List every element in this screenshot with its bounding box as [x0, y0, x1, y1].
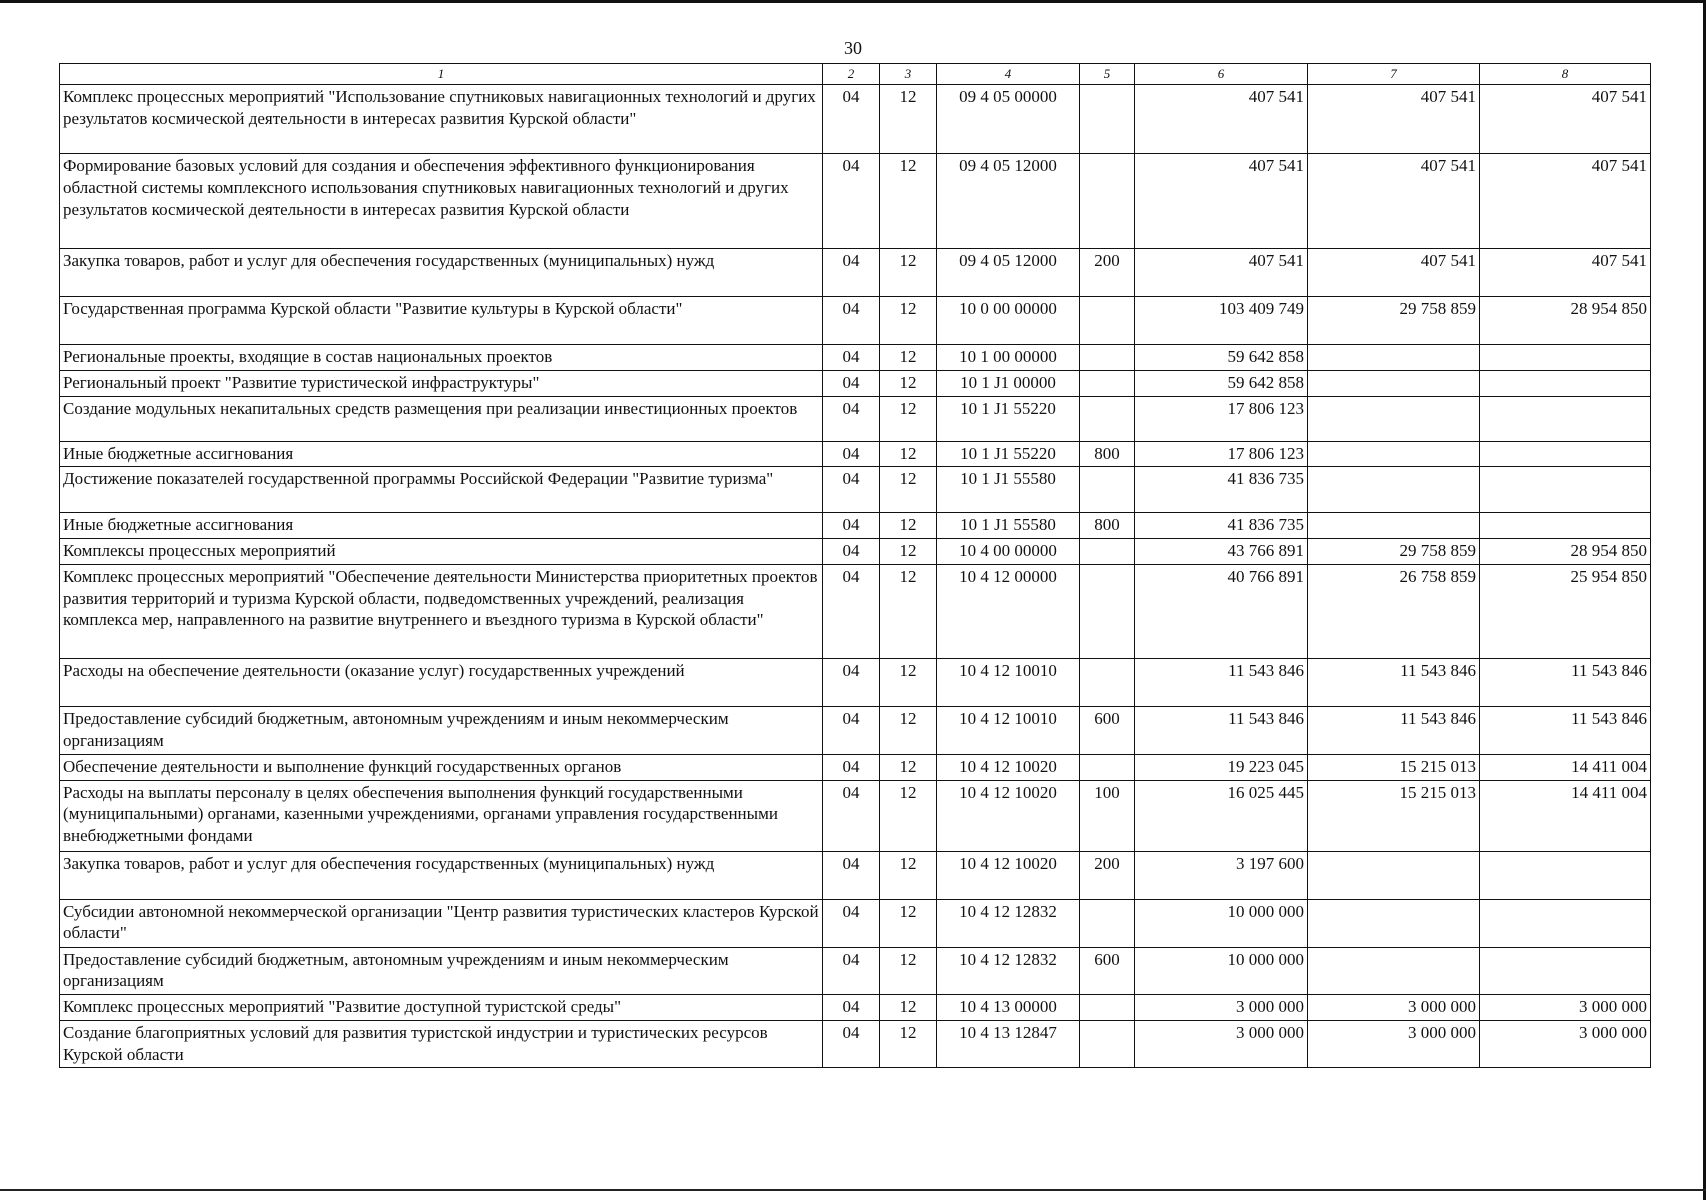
row-subsection: 12: [880, 851, 937, 899]
column-header-6: 6: [1135, 64, 1308, 85]
page-number-text: 30: [844, 38, 862, 58]
row-subsection: 12: [880, 899, 937, 947]
row-sum-col7: 3 000 000: [1308, 995, 1480, 1021]
row-sum-col8: 14 411 004: [1480, 754, 1651, 780]
row-name: Региональный проект "Развитие туристической инфраструктуры": [60, 370, 823, 396]
row-sum-col6: 59 642 858: [1135, 345, 1308, 371]
row-sum-col8: [1480, 370, 1651, 396]
row-expense-type: 200: [1080, 249, 1135, 297]
row-sum-col8: 407 541: [1480, 154, 1651, 249]
row-name: Расходы на обеспечение деятельности (оказание услуг) государственных учреждений: [60, 658, 823, 706]
row-name: Региональные проекты, входящие в состав национальных проектов: [60, 345, 823, 371]
row-expense-type: [1080, 539, 1135, 565]
row-sum-col8: 11 543 846: [1480, 658, 1651, 706]
row-expense-type: 600: [1080, 947, 1135, 995]
column-header-7: 7: [1308, 64, 1480, 85]
row-sum-col6: 10 000 000: [1135, 899, 1308, 947]
row-expense-type: [1080, 658, 1135, 706]
row-subsection: 12: [880, 441, 937, 467]
row-expense-type: [1080, 467, 1135, 513]
table-row: [60, 85, 1651, 154]
row-sum-col7: [1308, 851, 1480, 899]
row-section: 04: [823, 947, 880, 995]
row-expense-type: [1080, 154, 1135, 249]
row-sum-col6: 3 000 000: [1135, 995, 1308, 1021]
row-subsection: 12: [880, 706, 937, 754]
row-sum-col7: 15 215 013: [1308, 780, 1480, 851]
column-number-row: [60, 64, 1651, 85]
row-sum-col8: 407 541: [1480, 249, 1651, 297]
row-sum-col7: [1308, 467, 1480, 513]
table-row: [60, 345, 1651, 371]
row-sum-col6: 43 766 891: [1135, 539, 1308, 565]
column-header-2: 2: [823, 64, 880, 85]
row-sum-col6: 17 806 123: [1135, 441, 1308, 467]
row-name: Создание благоприятных условий для развития туристской индустрии и туристических ресурсов Курской области: [60, 1020, 823, 1068]
row-target-article: 09 4 05 00000: [937, 85, 1080, 154]
row-target-article: 10 0 00 00000: [937, 297, 1080, 345]
row-expense-type: 600: [1080, 706, 1135, 754]
row-target-article: 10 1 J1 55580: [937, 513, 1080, 539]
row-sum-col7: [1308, 396, 1480, 441]
row-section: 04: [823, 467, 880, 513]
row-section: 04: [823, 370, 880, 396]
row-sum-col6: 3 197 600: [1135, 851, 1308, 899]
table-row: [60, 1020, 1651, 1068]
row-name: Обеспечение деятельности и выполнение функций государственных органов: [60, 754, 823, 780]
row-subsection: 12: [880, 85, 937, 154]
budget-table-body: [60, 64, 1651, 1068]
row-sum-col6: 41 836 735: [1135, 467, 1308, 513]
row-section: 04: [823, 297, 880, 345]
row-section: 04: [823, 658, 880, 706]
row-sum-col6: 407 541: [1135, 154, 1308, 249]
row-sum-col6: 16 025 445: [1135, 780, 1308, 851]
row-expense-type: 100: [1080, 780, 1135, 851]
row-target-article: 10 4 13 00000: [937, 995, 1080, 1021]
row-sum-col7: 407 541: [1308, 249, 1480, 297]
column-header-4: 4: [937, 64, 1080, 85]
row-sum-col8: [1480, 947, 1651, 995]
row-sum-col6: 10 000 000: [1135, 947, 1308, 995]
row-sum-col7: [1308, 441, 1480, 467]
table-row: [60, 706, 1651, 754]
row-section: 04: [823, 995, 880, 1021]
row-sum-col7: [1308, 947, 1480, 995]
row-sum-col6: 407 541: [1135, 85, 1308, 154]
row-target-article: 10 4 12 10020: [937, 780, 1080, 851]
row-expense-type: 800: [1080, 513, 1135, 539]
row-subsection: 12: [880, 947, 937, 995]
row-name: Комплекс процессных мероприятий "Развитие доступной туристской среды": [60, 995, 823, 1021]
row-target-article: 10 4 12 12832: [937, 947, 1080, 995]
table-row: [60, 467, 1651, 513]
row-section: 04: [823, 85, 880, 154]
row-sum-col7: 3 000 000: [1308, 1020, 1480, 1068]
row-sum-col8: 14 411 004: [1480, 780, 1651, 851]
table-row: [60, 658, 1651, 706]
row-name: Достижение показателей государственной программы Российской Федерации "Развитие туризма": [60, 467, 823, 513]
table-row: [60, 754, 1651, 780]
row-expense-type: 200: [1080, 851, 1135, 899]
row-target-article: 10 4 13 12847: [937, 1020, 1080, 1068]
table-row: [60, 947, 1651, 995]
row-sum-col7: 407 541: [1308, 154, 1480, 249]
row-section: 04: [823, 1020, 880, 1068]
column-header-8: 8: [1480, 64, 1651, 85]
row-subsection: 12: [880, 995, 937, 1021]
row-expense-type: [1080, 85, 1135, 154]
budget-table: [59, 63, 1651, 1068]
row-sum-col6: 41 836 735: [1135, 513, 1308, 539]
row-target-article: 10 4 12 12832: [937, 899, 1080, 947]
row-sum-col7: [1308, 513, 1480, 539]
row-sum-col6: 3 000 000: [1135, 1020, 1308, 1068]
row-subsection: 12: [880, 370, 937, 396]
row-sum-col8: [1480, 899, 1651, 947]
row-sum-col7: [1308, 899, 1480, 947]
row-section: 04: [823, 249, 880, 297]
row-sum-col8: [1480, 851, 1651, 899]
row-target-article: 10 1 J1 00000: [937, 370, 1080, 396]
row-target-article: 10 4 12 10020: [937, 851, 1080, 899]
row-expense-type: [1080, 297, 1135, 345]
row-subsection: 12: [880, 154, 937, 249]
row-sum-col8: 28 954 850: [1480, 297, 1651, 345]
table-row: [60, 154, 1651, 249]
row-sum-col7: 26 758 859: [1308, 564, 1480, 658]
row-section: 04: [823, 345, 880, 371]
row-subsection: 12: [880, 780, 937, 851]
page-number: [0, 38, 1706, 59]
row-target-article: 10 4 12 10010: [937, 706, 1080, 754]
row-name: Государственная программа Курской области "Развитие культуры в Курской области": [60, 297, 823, 345]
row-sum-col8: [1480, 513, 1651, 539]
row-expense-type: [1080, 396, 1135, 441]
row-section: 04: [823, 513, 880, 539]
row-target-article: 09 4 05 12000: [937, 249, 1080, 297]
row-section: 04: [823, 754, 880, 780]
row-subsection: 12: [880, 297, 937, 345]
column-header-1: 1: [60, 64, 823, 85]
row-name: Создание модульных некапитальных средств размещения при реализации инвестиционных проектов: [60, 396, 823, 441]
row-name: Комплексы процессных мероприятий: [60, 539, 823, 565]
row-name: Комплекс процессных мероприятий "Обеспечение деятельности Министерства приоритетных проектов развития территорий и туризма Курской области, подведомственных учреждений, реализация комплекса мер, направленного на развитие внутреннего и въездного туризма в Курской области": [60, 564, 823, 658]
row-expense-type: [1080, 1020, 1135, 1068]
row-subsection: 12: [880, 564, 937, 658]
row-sum-col8: [1480, 467, 1651, 513]
row-subsection: 12: [880, 467, 937, 513]
column-header-3: 3: [880, 64, 937, 85]
table-row: [60, 297, 1651, 345]
row-sum-col8: 28 954 850: [1480, 539, 1651, 565]
row-sum-col8: 3 000 000: [1480, 1020, 1651, 1068]
table-row: [60, 851, 1651, 899]
row-section: 04: [823, 539, 880, 565]
row-subsection: 12: [880, 754, 937, 780]
row-sum-col7: 15 215 013: [1308, 754, 1480, 780]
row-sum-col7: 29 758 859: [1308, 297, 1480, 345]
row-subsection: 12: [880, 658, 937, 706]
table-row: [60, 396, 1651, 441]
row-sum-col6: 40 766 891: [1135, 564, 1308, 658]
table-row: [60, 249, 1651, 297]
page-top-border: [0, 0, 1706, 3]
row-name: Закупка товаров, работ и услуг для обеспечения государственных (муниципальных) нужд: [60, 851, 823, 899]
row-target-article: 10 1 J1 55220: [937, 396, 1080, 441]
row-section: 04: [823, 154, 880, 249]
table-row: [60, 995, 1651, 1021]
row-sum-col7: 11 543 846: [1308, 706, 1480, 754]
row-sum-col6: 17 806 123: [1135, 396, 1308, 441]
row-target-article: 10 1 00 00000: [937, 345, 1080, 371]
row-subsection: 12: [880, 539, 937, 565]
row-name: Расходы на выплаты персоналу в целях обеспечения выполнения функций государственными (муниципальными) органами, казенными учреждениями, органами управления государственными внебюджетными фондами: [60, 780, 823, 851]
row-subsection: 12: [880, 249, 937, 297]
row-sum-col8: 407 541: [1480, 85, 1651, 154]
row-sum-col6: 407 541: [1135, 249, 1308, 297]
row-sum-col6: 19 223 045: [1135, 754, 1308, 780]
row-name: Комплекс процессных мероприятий "Использование спутниковых навигационных технологий и других результатов космической деятельности в интересах развития Курской области": [60, 85, 823, 154]
row-sum-col8: [1480, 441, 1651, 467]
row-sum-col8: 11 543 846: [1480, 706, 1651, 754]
row-subsection: 12: [880, 513, 937, 539]
row-sum-col8: 25 954 850: [1480, 564, 1651, 658]
row-target-article: 10 4 12 10010: [937, 658, 1080, 706]
row-target-article: 09 4 05 12000: [937, 154, 1080, 249]
row-sum-col6: 11 543 846: [1135, 706, 1308, 754]
row-target-article: 10 4 00 00000: [937, 539, 1080, 565]
row-name: Субсидии автономной некоммерческой организации "Центр развития туристических кластеров Курской области": [60, 899, 823, 947]
row-expense-type: [1080, 899, 1135, 947]
row-name: Закупка товаров, работ и услуг для обеспечения государственных (муниципальных) нужд: [60, 249, 823, 297]
row-target-article: 10 1 J1 55220: [937, 441, 1080, 467]
row-target-article: 10 4 12 10020: [937, 754, 1080, 780]
row-subsection: 12: [880, 1020, 937, 1068]
row-section: 04: [823, 564, 880, 658]
row-sum-col7: 11 543 846: [1308, 658, 1480, 706]
row-section: 04: [823, 396, 880, 441]
table-row: [60, 899, 1651, 947]
row-section: 04: [823, 441, 880, 467]
row-sum-col6: 11 543 846: [1135, 658, 1308, 706]
row-expense-type: [1080, 564, 1135, 658]
page-bottom-border: [0, 1189, 1706, 1191]
row-name: Предоставление субсидий бюджетным, автономным учреждениям и иным некоммерческим организациям: [60, 706, 823, 754]
row-sum-col7: [1308, 370, 1480, 396]
table-row: [60, 370, 1651, 396]
row-name: Иные бюджетные ассигнования: [60, 513, 823, 539]
row-subsection: 12: [880, 396, 937, 441]
row-section: 04: [823, 899, 880, 947]
row-subsection: 12: [880, 345, 937, 371]
row-sum-col6: 103 409 749: [1135, 297, 1308, 345]
row-name: Формирование базовых условий для создания и обеспечения эффективного функционирования областной системы комплексного использования спутниковых навигационных технологий и других результатов космической деятельности в интересах развития Курской области: [60, 154, 823, 249]
row-expense-type: [1080, 754, 1135, 780]
row-sum-col7: [1308, 345, 1480, 371]
table-row: [60, 441, 1651, 467]
row-expense-type: 800: [1080, 441, 1135, 467]
row-sum-col7: 407 541: [1308, 85, 1480, 154]
row-sum-col6: 59 642 858: [1135, 370, 1308, 396]
table-row: [60, 564, 1651, 658]
row-expense-type: [1080, 370, 1135, 396]
table-row: [60, 780, 1651, 851]
row-section: 04: [823, 851, 880, 899]
row-sum-col7: 29 758 859: [1308, 539, 1480, 565]
table-row: [60, 513, 1651, 539]
row-name: Предоставление субсидий бюджетным, автономным учреждениям и иным некоммерческим организациям: [60, 947, 823, 995]
column-header-5: 5: [1080, 64, 1135, 85]
row-name: Иные бюджетные ассигнования: [60, 441, 823, 467]
row-expense-type: [1080, 345, 1135, 371]
row-section: 04: [823, 706, 880, 754]
row-sum-col8: [1480, 396, 1651, 441]
row-target-article: 10 1 J1 55580: [937, 467, 1080, 513]
row-sum-col8: [1480, 345, 1651, 371]
row-sum-col8: 3 000 000: [1480, 995, 1651, 1021]
row-target-article: 10 4 12 00000: [937, 564, 1080, 658]
row-section: 04: [823, 780, 880, 851]
table-row: [60, 539, 1651, 565]
row-expense-type: [1080, 995, 1135, 1021]
